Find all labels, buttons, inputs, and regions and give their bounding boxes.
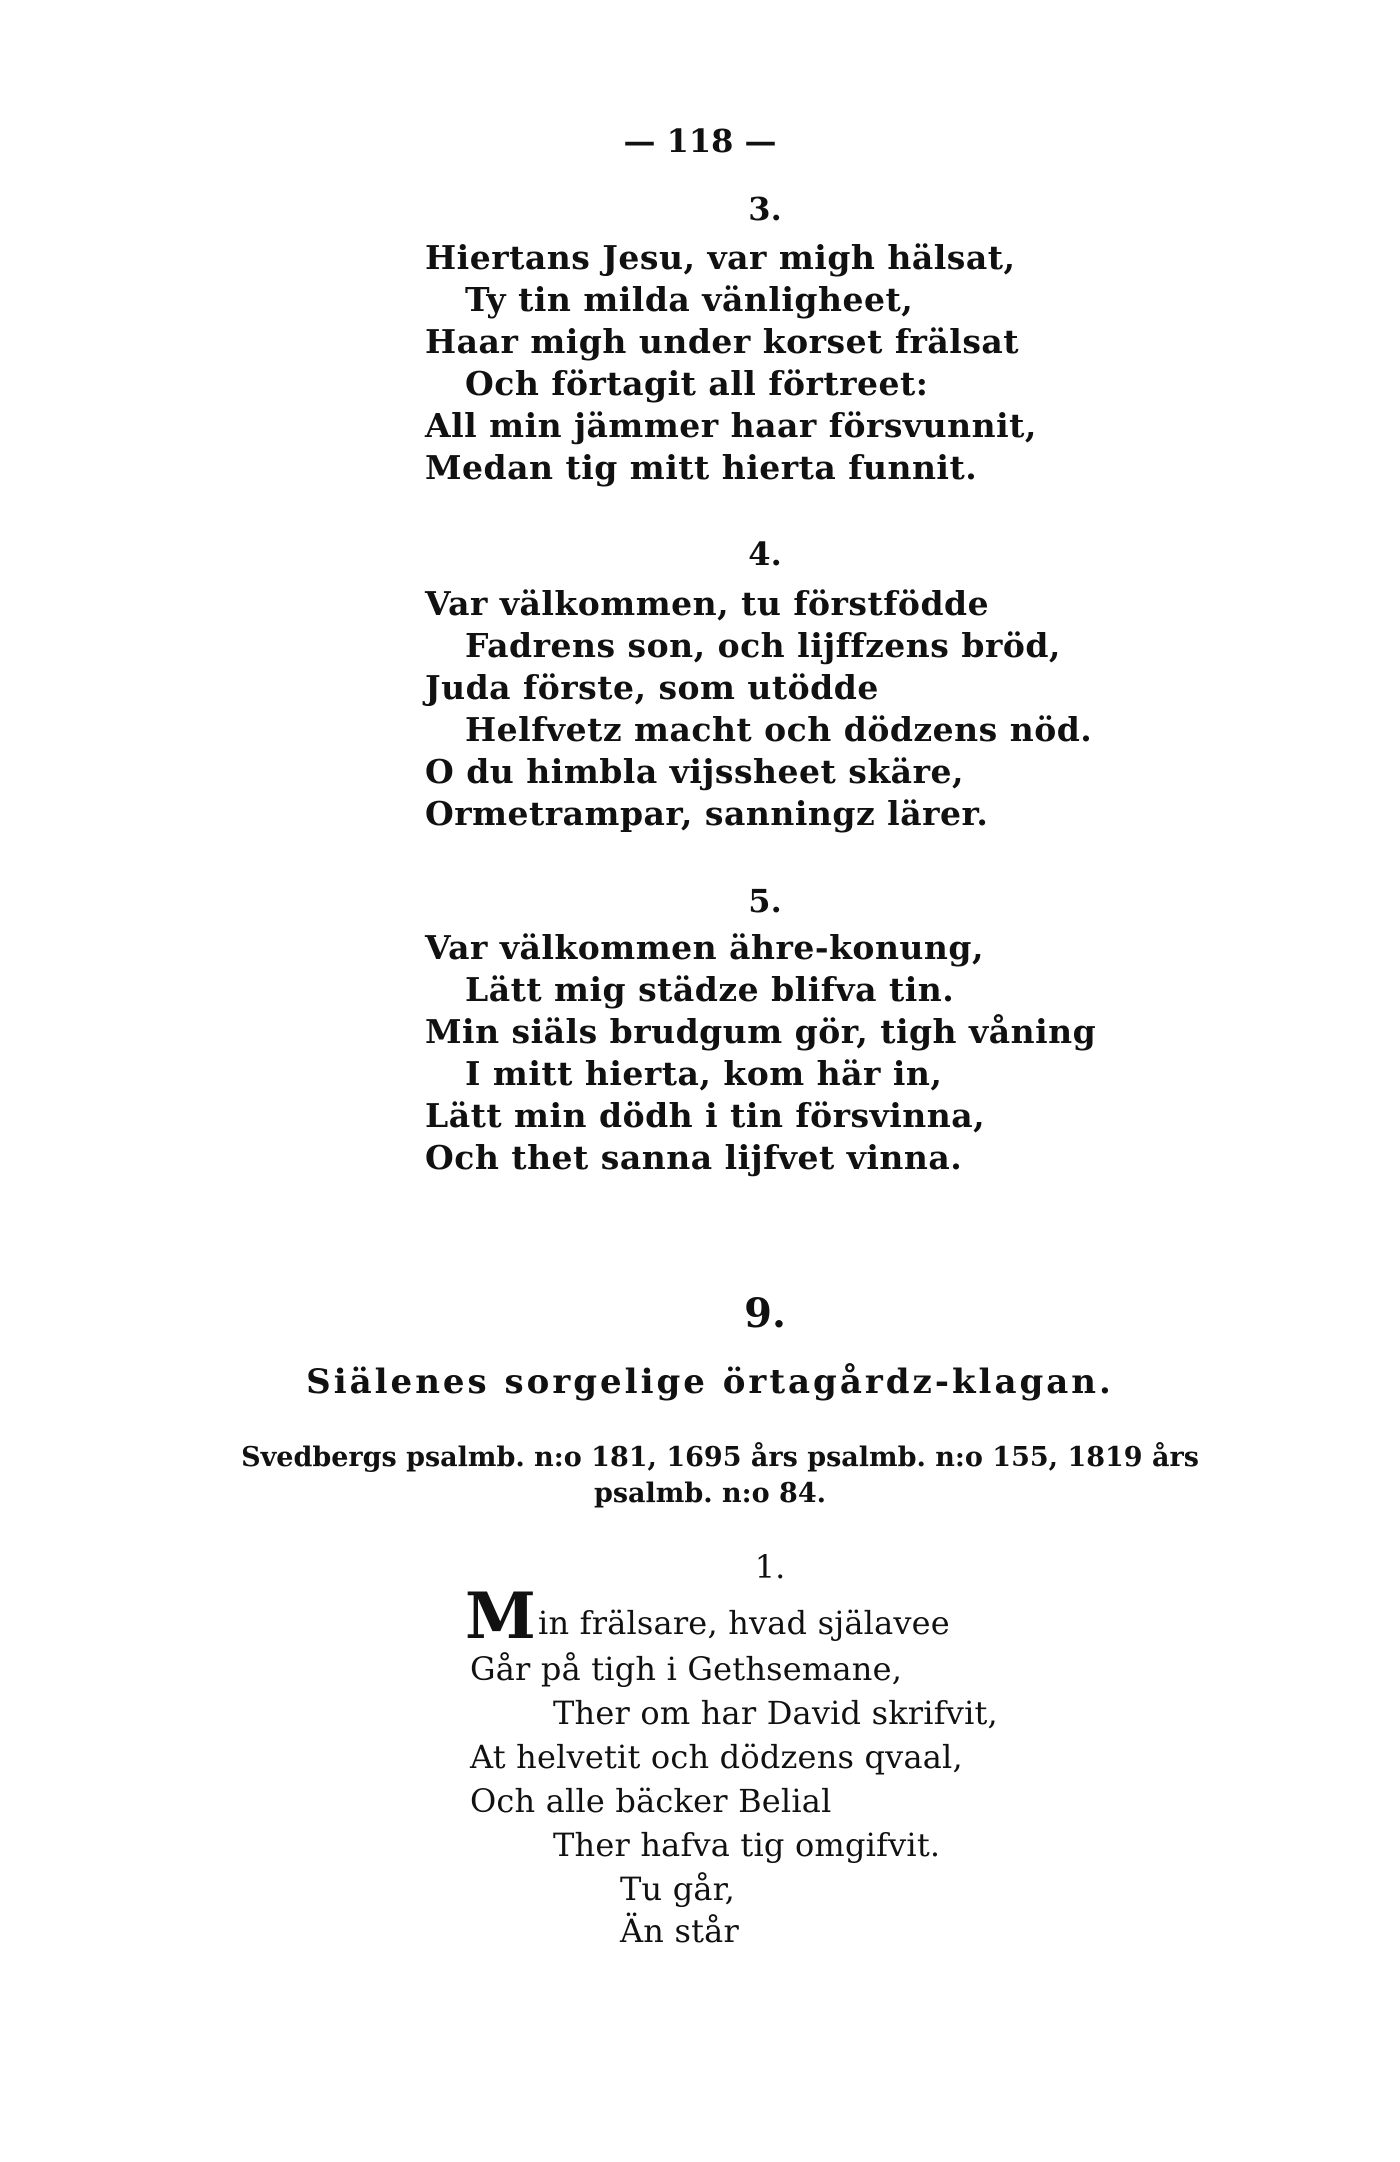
verse-line: Helfvetz macht och dödzens nöd. bbox=[465, 710, 1093, 749]
page-number: — 118 — bbox=[623, 122, 777, 160]
verse-line: Ther om har David skrifvit, bbox=[553, 1694, 998, 1732]
verse-line: Medan tig mitt hierta funnit. bbox=[425, 448, 978, 487]
verse-line: I mitt hierta, kom här in, bbox=[465, 1054, 943, 1093]
verse-line: Än står bbox=[620, 1912, 739, 1950]
verse-line: Och förtagit all förtreet: bbox=[465, 364, 929, 403]
verse-line: Lätt min dödh i tin försvinna, bbox=[425, 1096, 986, 1135]
verse-line: Lätt mig städze blifva tin. bbox=[465, 970, 955, 1009]
verse-line: Min siäls brudgum gör, tigh våning bbox=[425, 1012, 1097, 1051]
verse-line: Ormetrampar, sanningz lärer. bbox=[425, 794, 989, 833]
verse-line: Ther hafva tig omgifvit. bbox=[553, 1826, 941, 1864]
verse-line: At helvetit och dödzens qvaal, bbox=[470, 1738, 963, 1776]
verse-first-line bbox=[465, 1579, 950, 1654]
verse-line: Och alle bäcker Belial bbox=[470, 1782, 832, 1820]
verse-number: 4. bbox=[748, 535, 782, 573]
hymn-reference: psalmb. n:o 84. bbox=[593, 1478, 827, 1509]
verse-line: Går på tigh i Gethsemane, bbox=[470, 1650, 903, 1688]
hymn-reference: Svedbergs psalmb. n:o 181, 1695 års psalmb. n:o 155, 1819 års bbox=[241, 1442, 1199, 1473]
verse-line: Och thet sanna lijfvet vinna. bbox=[425, 1138, 963, 1177]
verse-line: Var välkommen, tu förstfödde bbox=[425, 584, 990, 623]
verse-line: Juda förste, som utödde bbox=[425, 668, 879, 707]
verse-number: 5. bbox=[748, 882, 782, 920]
hymn-title: Siälenes sorgelige örtagårdz-klagan. bbox=[306, 1362, 1114, 1402]
verse-line: in frälsare, hvad själavee bbox=[538, 1604, 950, 1642]
verse-number: 3. bbox=[748, 190, 782, 228]
verse-line: Haar migh under korset frälsat bbox=[425, 322, 1020, 361]
hymn-number: 9. bbox=[744, 1290, 786, 1337]
drop-cap: M bbox=[465, 1579, 537, 1654]
verse-line: Ty tin milda vänligheet, bbox=[465, 280, 914, 319]
verse-line: All min jämmer haar försvunnit, bbox=[425, 406, 1037, 445]
verse-line: Var välkommen ähre-konung, bbox=[425, 928, 984, 967]
verse-number: 1. bbox=[754, 1548, 786, 1586]
verse-line: O du himbla vijssheet skäre, bbox=[425, 752, 964, 791]
verse-line: Fadrens son, och lijffzens bröd, bbox=[465, 626, 1061, 665]
verse-line: Hiertans Jesu, var migh hälsat, bbox=[425, 238, 1016, 277]
verse-line: Tu går, bbox=[620, 1870, 736, 1908]
